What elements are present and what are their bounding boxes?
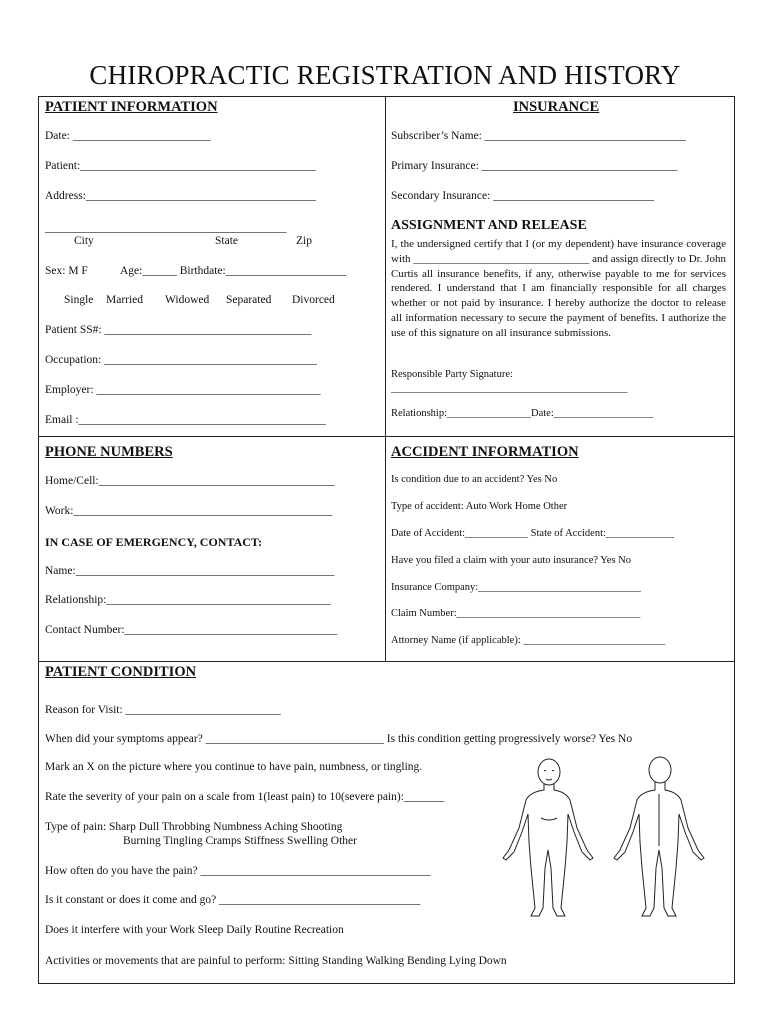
section-divider-condition — [38, 661, 735, 662]
insurance-heading: INSURANCE — [513, 99, 600, 115]
zip-label: Zip — [296, 235, 312, 247]
age-birthdate-field[interactable]: Age:______ Birthdate:_____________________ — [120, 265, 347, 277]
address-line-2[interactable]: __________________________________________ — [45, 222, 287, 234]
claim-number-field[interactable]: Claim Number:___________________________________ — [391, 608, 641, 619]
how-often-field[interactable]: How often do you have the pain? ________________________________________ — [45, 865, 431, 877]
marital-divorced[interactable]: Divorced — [292, 294, 335, 306]
activities-field[interactable]: Activities or movements that are painful to perform: Sitting Standing Walking Bending Lying Down — [45, 955, 507, 967]
city-label: City — [74, 235, 94, 247]
signature-line[interactable]: _____________________________________________ — [391, 383, 628, 394]
phone-heading: PHONE NUMBERS — [45, 444, 173, 460]
auto-claim-field[interactable]: Have you filed a claim with your auto insurance? Yes No — [391, 555, 631, 566]
reason-field[interactable]: Reason for Visit: ___________________________ — [45, 704, 281, 716]
section-divider-phone — [38, 436, 735, 437]
emergency-relationship-field[interactable]: Relationship:_______________________________________ — [45, 594, 331, 606]
home-cell-field[interactable]: Home/Cell:_________________________________________ — [45, 475, 335, 487]
accident-heading: ACCIDENT INFORMATION — [391, 444, 579, 460]
emergency-name-field[interactable]: Name:_____________________________________________ — [45, 565, 335, 577]
occupation-field[interactable]: Occupation: _____________________________________ — [45, 354, 317, 366]
assignment-text: I, the undersigned certify that I (or my dependent) have insurance coverage with ________________________________ and assign directly to Dr. John Curtis all insurance benefits, if any, otherwise payable to me for services rendered. I understand that I am financially responsible for all charges whether or not paid by insurance. I hereby authorize the doctor to release all information necessary to secure the payment of benefits. I authorize the use of this signature on all insurance submissions. — [391, 238, 726, 339]
severity-field[interactable]: Rate the severity of your pain on a scale from 1(least pain) to 10(severe pain):_______ — [45, 791, 445, 803]
relationship-date-field[interactable]: Relationship:________________Date:___________________ — [391, 408, 654, 419]
column-divider — [385, 96, 386, 662]
form-title: CHIROPRACTIC REGISTRATION AND HISTORY — [89, 60, 681, 90]
state-label: State — [215, 235, 238, 247]
marital-single[interactable]: Single — [64, 294, 94, 306]
signature-label: Responsible Party Signature: — [391, 369, 513, 380]
pain-type-line-2[interactable]: Burning Tingling Cramps Stiffness Swelling Other — [123, 835, 357, 847]
subscriber-field[interactable]: Subscriber’s Name: ___________________________________ — [391, 130, 686, 142]
ssn-field[interactable]: Patient SS#: ____________________________________ — [45, 324, 312, 336]
mark-instructions: Mark an X on the picture where you continue to have pain, numbness, or tingling. — [45, 761, 423, 773]
sex-field[interactable]: Sex: M F — [45, 265, 88, 277]
accident-date-state-field[interactable]: Date of Accident:____________ State of Accident:_____________ — [391, 528, 675, 539]
emergency-contact-label: IN CASE OF EMERGENCY, CONTACT: — [45, 535, 263, 549]
accident-type-field[interactable]: Type of accident: Auto Work Home Other — [391, 501, 568, 512]
assignment-heading: ASSIGNMENT AND RELEASE — [391, 218, 587, 233]
pain-type-line-1[interactable]: Type of pain: Sharp Dull Throbbing Numbness Aching Shooting — [45, 821, 343, 833]
patient-name-field[interactable]: Patient:_________________________________________ — [45, 160, 316, 172]
date-field[interactable]: Date: ________________________ — [45, 130, 211, 142]
body-diagram-back[interactable] — [605, 750, 715, 925]
interfere-field[interactable]: Does it interfere with your Work Sleep Daily Routine Recreation — [45, 924, 344, 936]
email-field[interactable]: Email :___________________________________________ — [45, 414, 326, 426]
marital-separated[interactable]: Separated — [226, 294, 272, 306]
insurance-company-field[interactable]: Insurance Company:_______________________________ — [391, 582, 641, 593]
marital-married[interactable]: Married — [106, 294, 144, 306]
primary-insurance-field[interactable]: Primary Insurance: __________________________________ — [391, 160, 678, 172]
patient-info-heading: PATIENT INFORMATION — [45, 99, 218, 115]
condition-heading: PATIENT CONDITION — [45, 664, 197, 680]
marital-widowed[interactable]: Widowed — [165, 294, 210, 306]
attorney-name-field[interactable]: Attorney Name (if applicable): ___________________________ — [391, 635, 666, 646]
work-phone-field[interactable]: Work:_____________________________________________ — [45, 505, 333, 517]
contact-number-field[interactable]: Contact Number:_____________________________________ — [45, 624, 338, 636]
symptoms-field[interactable]: When did your symptoms appear? _______________________________ Is this condition getting progressively worse? Yes No — [45, 733, 633, 745]
constant-field[interactable]: Is it constant or does it come and go? ___________________________________ — [45, 894, 421, 906]
body-diagram-front[interactable] — [495, 750, 605, 925]
secondary-insurance-field[interactable]: Secondary Insurance: ____________________________ — [391, 190, 655, 202]
accident-due-field[interactable]: Is condition due to an accident? Yes No — [391, 474, 558, 485]
address-field[interactable]: Address:________________________________________ — [45, 190, 316, 202]
employer-field[interactable]: Employer: _______________________________________ — [45, 384, 321, 396]
